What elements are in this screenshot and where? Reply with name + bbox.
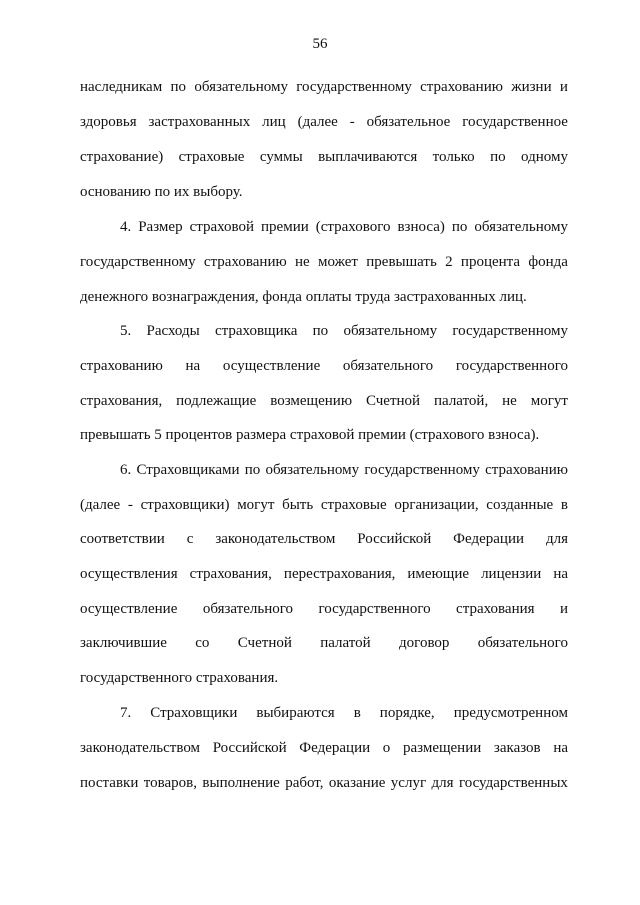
word: государственному	[364, 462, 480, 478]
text-line	[120, 218, 568, 236]
word: Федерации	[453, 531, 525, 547]
word: страховщика	[214, 323, 298, 339]
word: страхования,	[80, 393, 163, 409]
word: выбираются	[256, 705, 335, 721]
word: наследникам	[80, 79, 163, 95]
word: может	[317, 254, 358, 270]
word: могут	[530, 393, 568, 409]
word: договор	[399, 635, 450, 651]
word: государственного	[318, 601, 431, 617]
word: не	[502, 393, 517, 409]
word: обязательному	[194, 79, 288, 95]
word: страхования,	[189, 566, 272, 582]
word: по	[170, 79, 187, 95]
word: заключившие	[80, 635, 167, 651]
word: -	[349, 114, 355, 130]
word: имеющие	[407, 566, 470, 582]
word: государственному	[296, 79, 412, 95]
word: по	[451, 219, 468, 235]
word: 6.	[120, 462, 132, 478]
word: фонда	[528, 254, 568, 270]
word: организации,	[394, 497, 479, 513]
word: государственное	[462, 114, 568, 130]
text-line	[80, 739, 568, 757]
text-line	[80, 148, 568, 166]
word: товаров,	[143, 775, 197, 791]
word: осуществление	[80, 601, 178, 617]
word: и	[559, 79, 568, 95]
word: лицензии	[481, 566, 542, 582]
word: и	[559, 601, 568, 617]
word: государственному	[452, 323, 568, 339]
word: порядке,	[379, 705, 435, 721]
word: обязательному	[265, 462, 360, 478]
word: взноса)	[397, 219, 445, 235]
word: Размер	[138, 219, 183, 235]
word: страхование)	[80, 149, 164, 165]
word: жизни	[511, 79, 552, 95]
word: предусмотренном	[453, 705, 568, 721]
word: страховые	[178, 149, 245, 165]
text-line	[80, 530, 568, 548]
word: услуг	[390, 775, 427, 791]
word: страховой	[189, 219, 255, 235]
word: страхованию	[80, 358, 163, 374]
word: обязательного	[477, 635, 568, 651]
word: со	[195, 635, 210, 651]
word: -	[127, 497, 133, 513]
word: созданные	[486, 497, 554, 513]
word: обязательному	[343, 323, 438, 339]
text-line: превышать 5 процентов размера страховой премии (страхового взноса).	[80, 427, 540, 443]
word: оказание	[328, 775, 386, 791]
word: суммы	[259, 149, 303, 165]
word: для	[431, 775, 454, 791]
word: только	[432, 149, 475, 165]
word: в	[560, 497, 568, 513]
text-line	[120, 322, 568, 340]
word: страхованию	[203, 254, 287, 270]
word: страховые	[320, 497, 387, 513]
word: заказов	[493, 740, 541, 756]
word: выполнение	[202, 775, 280, 791]
word: для	[545, 531, 568, 547]
word: застрахованных	[148, 114, 251, 130]
word: Страховщиками	[136, 462, 240, 478]
word: государственному	[80, 254, 196, 270]
word: 5.	[120, 323, 132, 339]
text-line: основанию по их выбору.	[80, 184, 243, 200]
text-line: государственного страхования.	[80, 670, 279, 686]
text-line	[120, 461, 568, 479]
word: на	[553, 740, 568, 756]
word: страхованию	[420, 79, 503, 95]
word: (страхового	[315, 219, 391, 235]
word: обязательному	[474, 219, 568, 235]
word: страховщики)	[140, 497, 230, 513]
word: страхования	[456, 601, 535, 617]
text-line	[80, 565, 568, 583]
text-line	[80, 78, 568, 96]
word: обязательного	[342, 358, 434, 374]
word: быть	[282, 497, 314, 513]
word: на	[553, 566, 568, 582]
word: соответствии	[80, 531, 165, 547]
word: государственного	[455, 358, 568, 374]
word: Российской	[212, 740, 287, 756]
word: лиц	[262, 114, 286, 130]
text-line	[80, 113, 568, 131]
word: Счетной	[237, 635, 292, 651]
word: Страховщики	[150, 705, 238, 721]
word: Российской	[357, 531, 432, 547]
word: Счетной	[365, 393, 421, 409]
word: с	[186, 531, 194, 547]
word: законодательством	[215, 531, 336, 547]
text-line	[80, 600, 568, 618]
word: подлежащие	[176, 393, 257, 409]
word: поставки	[80, 775, 139, 791]
word: о	[382, 740, 391, 756]
word: могут	[237, 497, 275, 513]
word: государственных	[458, 775, 568, 791]
word: здоровья	[80, 114, 137, 130]
word: 4.	[120, 219, 132, 235]
text-line	[80, 392, 568, 410]
word: обязательного	[202, 601, 294, 617]
text-line	[80, 774, 568, 792]
word: 2	[445, 254, 453, 270]
word: Расходы	[146, 323, 200, 339]
word: работ,	[285, 775, 324, 791]
word: палатой	[320, 635, 371, 651]
word: Федерации	[299, 740, 371, 756]
word: возмещению	[270, 393, 353, 409]
word: перестрахования,	[283, 566, 396, 582]
word: законодательством	[80, 740, 201, 756]
word: не	[294, 254, 310, 270]
word: по	[490, 149, 506, 165]
page-number: 56	[312, 36, 328, 52]
text-line: денежного вознаграждения, фонда оплаты труда застрахованных лиц.	[80, 289, 527, 305]
word: выплачиваются	[318, 149, 418, 165]
word: в	[353, 705, 361, 721]
word: осуществления	[80, 566, 178, 582]
word: палатой,	[434, 393, 489, 409]
text-line	[120, 704, 568, 722]
word: премии	[261, 219, 309, 235]
text-line	[80, 357, 568, 375]
word: по	[244, 462, 261, 478]
word: размещении	[402, 740, 482, 756]
word: одному	[521, 149, 568, 165]
word: процента	[460, 254, 521, 270]
word: (далее	[297, 114, 338, 130]
text-line	[80, 496, 568, 514]
word: обязательное	[366, 114, 451, 130]
word: на	[185, 358, 201, 374]
word: превышать	[366, 254, 437, 270]
word: по	[312, 323, 329, 339]
text-line	[80, 253, 568, 271]
text-line	[80, 634, 568, 652]
word: 7.	[120, 705, 132, 721]
word: страхованию	[485, 462, 568, 478]
word: (далее	[80, 497, 121, 513]
word: осуществление	[222, 358, 321, 374]
